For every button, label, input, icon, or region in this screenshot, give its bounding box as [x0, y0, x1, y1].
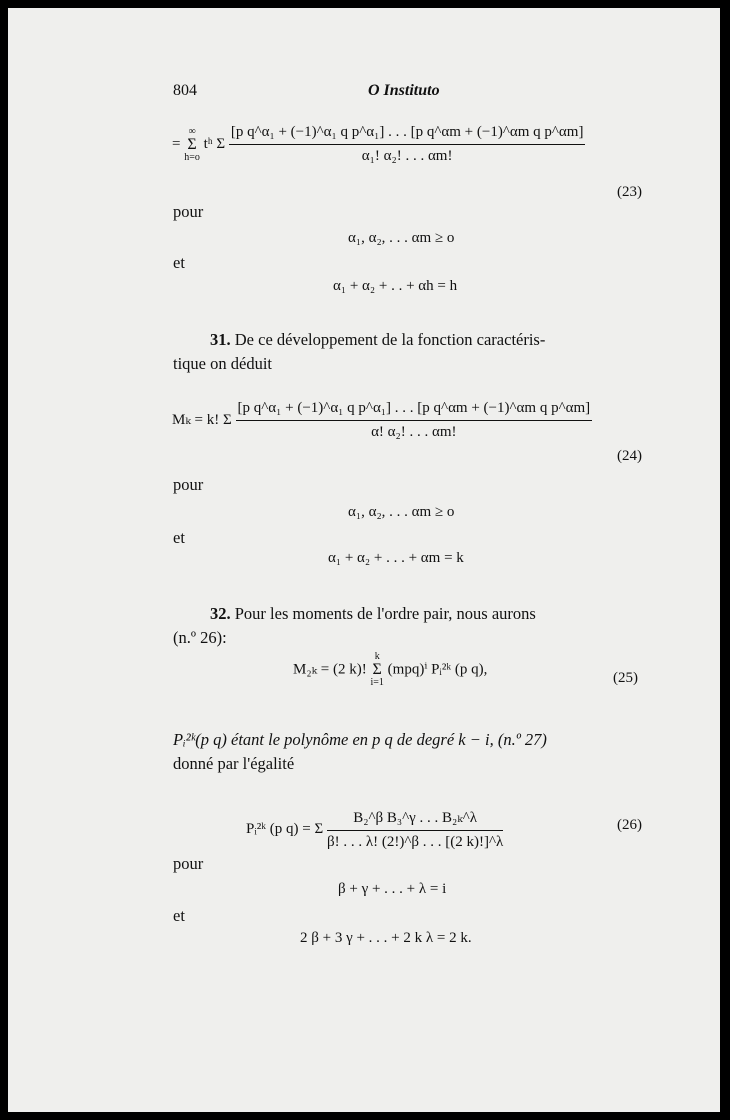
eq23-pour: pour: [173, 202, 204, 221]
eq24-numerator: [p q^α₁ + (−1)^α₁ q p^α₁] . . . [p q^αm + (−1)^αm q p^αm]: [236, 400, 593, 421]
eq23-number: (23): [617, 184, 642, 200]
eq23-et: et: [173, 253, 185, 272]
equation-23: [172, 124, 585, 165]
eq23-sum-upper: ∞: [188, 125, 196, 137]
journal-title: O Instituto: [368, 82, 440, 99]
eq26-pour: pour: [173, 854, 204, 873]
eq24-pour: pour: [173, 475, 204, 494]
section-31-line1: [210, 330, 545, 350]
eq24-number: (24): [617, 448, 642, 464]
page-number: 804: [173, 82, 197, 99]
eq23-equals: =: [172, 135, 181, 152]
eq24-fraction: [236, 400, 593, 441]
eq24-condition-2: α₁ + α₂ + . . . + αm = k: [328, 550, 464, 566]
paragraph-line2: donné par l'égalité: [173, 754, 295, 773]
section-32-line1: [210, 604, 536, 624]
eq26-condition-1: β + γ + . . . + λ = i: [338, 881, 447, 897]
eq23-condition-1: α₁, α₂, . . . αm ≥ o: [348, 230, 455, 246]
eq23-sum-lower: h=o: [184, 151, 200, 163]
eq25-lhs: M₂ₖ = (2 k)!: [293, 661, 367, 678]
eq26-et: et: [173, 906, 185, 925]
eq25-number: (25): [613, 670, 638, 686]
eq25-sum: [370, 652, 383, 688]
eq25-rhs: (mpq)ⁱ Pᵢ²ᵏ (p q),: [387, 661, 488, 678]
eq24-condition-1: α₁, α₂, . . . αm ≥ o: [348, 504, 455, 520]
equation-24: [172, 400, 592, 441]
section-31-text1: De ce développement de la fonction caractéris-: [234, 330, 546, 349]
equation-26: [246, 808, 503, 851]
eq26-numerator: B₂^β B₃^γ . . . B₂ₖ^λ: [327, 808, 503, 831]
section-32-text1: Pour les moments de l'ordre pair, nous aurons: [234, 604, 536, 623]
eq24-et: et: [173, 528, 185, 547]
eq25-sum-upper: k: [374, 651, 380, 662]
eq25-sum-lower: i=1: [370, 677, 384, 688]
section-31-text2: tique on déduit: [173, 354, 272, 373]
eq26-condition-2: 2 β + 3 γ + . . . + 2 k λ = 2 k.: [300, 930, 472, 946]
eq23-condition-2: α₁ + α₂ + . . + αh = h: [333, 278, 458, 294]
book-page: [8, 8, 720, 1112]
eq26-lhs: Pᵢ²ᵏ (p q) = Σ: [246, 820, 324, 837]
eq23-fraction: [229, 124, 586, 165]
eq23-numerator: [p q^α₁ + (−1)^α₁ q p^α₁] . . . [p q^αm + (−1)^αm q p^αm]: [229, 124, 586, 145]
eq24-lhs: Mₖ = k! Σ: [172, 411, 232, 428]
eq26-number: (26): [617, 817, 642, 833]
paragraph-line1: Pᵢ²ᵏ(p q) étant le polynôme en p q de degré k − i, (n.º 27): [173, 730, 547, 749]
eq23-sum-symbol: Σ: [187, 135, 197, 153]
eq23-sum: [184, 127, 200, 163]
eq23-denominator: α₁! α₂! . . . αm!: [361, 148, 453, 164]
eq23-term: tʰ Σ: [203, 135, 226, 152]
section-32-text2: (n.º 26):: [173, 628, 227, 647]
section-31-number: 31.: [210, 330, 231, 349]
eq25-sum-symbol: Σ: [372, 661, 382, 678]
eq26-denominator: β! . . . λ! (2!)^β . . . [(2 k)!]^λ: [326, 834, 504, 850]
section-32-number: 32.: [210, 604, 231, 623]
equation-25: [293, 652, 487, 688]
eq24-denominator: α! α₂! . . . αm!: [371, 424, 457, 440]
eq26-fraction: [327, 808, 503, 851]
